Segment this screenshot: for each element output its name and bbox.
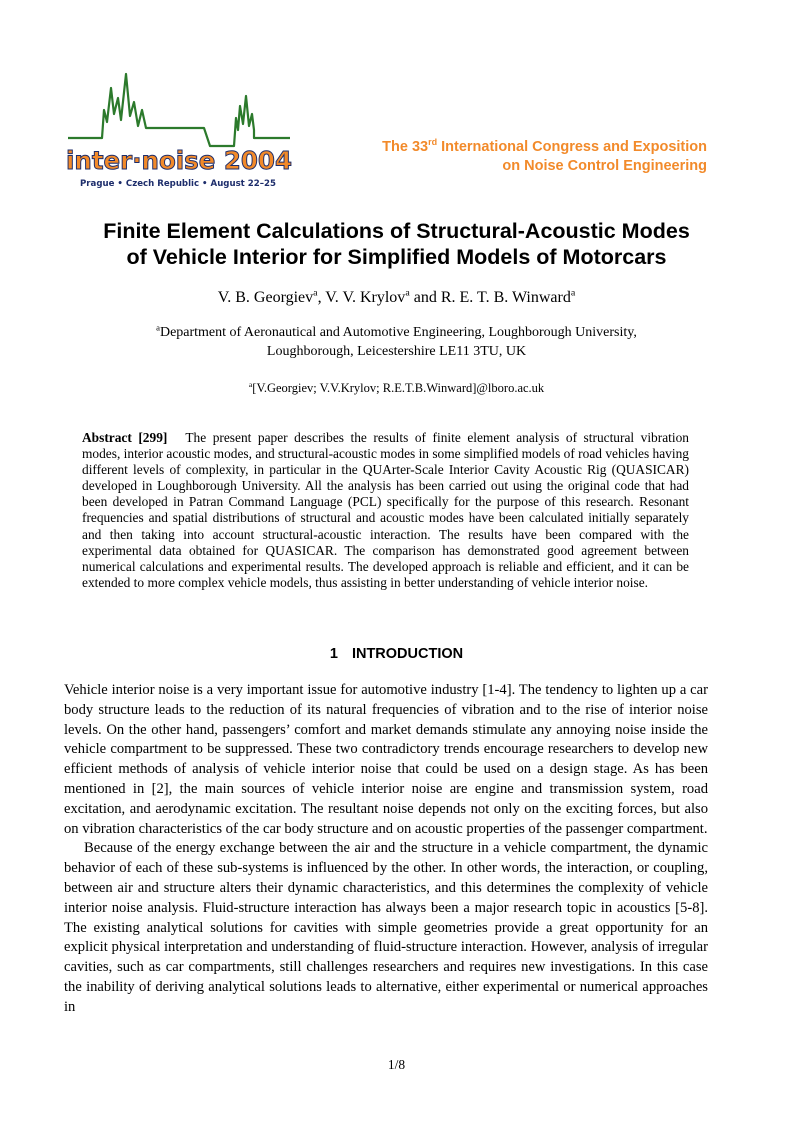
section-title: INTRODUCTION — [351, 646, 464, 662]
logo-wordmark: inter·noise 2004 — [66, 146, 292, 175]
title-line-2: of Vehicle Interior for Simplified Models of Motorcars — [126, 245, 667, 269]
conference-name — [382, 138, 707, 176]
section-number: 1 — [329, 646, 338, 662]
paragraph: Because of the energy exchange between the air and the structure in a vehicle compartment, the dynamic behavior of each of these sub-systems is influenced by the other. In other words, the interaction, or coupling, between air and structure alters their dynamic characteristics, and this determines the complexity of vehicle interior noise analysis. Fluid-structure interaction has always been a major research topic in acoustics [5-8]. The existing analytical solutions for cavities with simple geometries provide a great opportunity for an explicit physical interpretation and understanding of fluid-structure interaction. However, analysis of irregular cavities, such as car compartments, still challenges researchers and requires new investigations. In this case the inability of deriving analytical solutions leads to alternative, either experimental or numerical approaches in — [64, 840, 708, 1015]
author-list: V. B. Georgiev$^a$, V. V. Krylov$^a$ and R. E. T. B. Winward$^a$ — [217, 287, 576, 306]
abstract — [82, 430, 689, 591]
body-text — [64, 681, 708, 1018]
author-affiliation-mark: a — [570, 287, 576, 299]
abstract-label: Abstract [299] — [82, 430, 168, 445]
affiliation: $^a$Department of Aeronautical and Automotive Engineering, Loughborough University, Loughborough, Leicestershire LE11 3TU, UK — [156, 322, 637, 359]
paper-title — [40, 218, 753, 270]
title-line-1: Finite Element Calculations of Structural-Acoustic Modes — [103, 219, 690, 243]
author-affiliation-mark: a — [313, 287, 318, 299]
page-number: 1/8 — [387, 1057, 406, 1072]
conference-line-2: on Noise Control Engineering — [502, 158, 707, 174]
paragraph: Vehicle interior noise is a very important issue for automotive industry [1-4]. The tendency to lighten up a car body structure leads to the reduction of its natural frequencies of vibration and to the rise of interior noise levels. On the other hand, passengers’ comfort and market demands stimulate any annoying noise inside the vehicle compartment to be suppressed. These two contradictory trends encourage researchers to develop new efficient methods of analysis of vehicle interior noise that could be used on a design stage. As has been mentioned in [2], the main sources of vehicle interior noise are engine and transmission system, road excitation, and aerodynamic excitation. The resultant noise depends not only on the exciting forces, but also on vibration characteristics of the car body structure and on acoustic properties of the passenger compartment. — [64, 682, 708, 837]
inter-noise-logo-graphic — [64, 70, 294, 190]
abstract-text: The present paper describes the results of finite element analysis of structural vibration modes, interior acoustic modes, and structural-acoustic modes in some simplified models of road vehicles having different levels of complexity, in particular in the QUArter-Scale Interior Cavity Acoustic Rig (QUASICAR) developed in Loughborough University. All the analysis has been carried out using the original code that had been developed in Patran Command Language (PCL) specifically for the purpose of this research. Resonant frequencies and spatial distributions of structural and acoustic modes have been calculated initially separately and then taking into account structural-acoustic interaction. The results have been compared with the experimental data obtained for QUASICAR. The comparison has demonstrated good agreement between numerical calculations and experimental results. The developed approach is reliable and efficient, and it can be extended to more complex vehicle models, thus assisting in better understanding of vehicle interior noise. — [82, 430, 689, 590]
conference-line-1: The 33rd International Congress and Exposition — [382, 137, 707, 155]
contact-email: $^a$[V.Georgiev; V.V.Krylov; R.E.T.B.Winward]@lboro.ac.uk — [248, 379, 545, 395]
skyline-icon — [68, 74, 290, 146]
author-name: R. E. T. B. Winward — [440, 289, 571, 306]
section-heading — [40, 646, 753, 662]
author-name: V. B. Georgiev — [217, 289, 314, 306]
author-name: V. V. Krylov — [325, 289, 406, 306]
author-affiliation-mark: a — [405, 287, 410, 299]
logo-tagline: Prague • Czech Republic • August 22–25 — [80, 179, 277, 189]
conference-logo — [64, 70, 294, 190]
